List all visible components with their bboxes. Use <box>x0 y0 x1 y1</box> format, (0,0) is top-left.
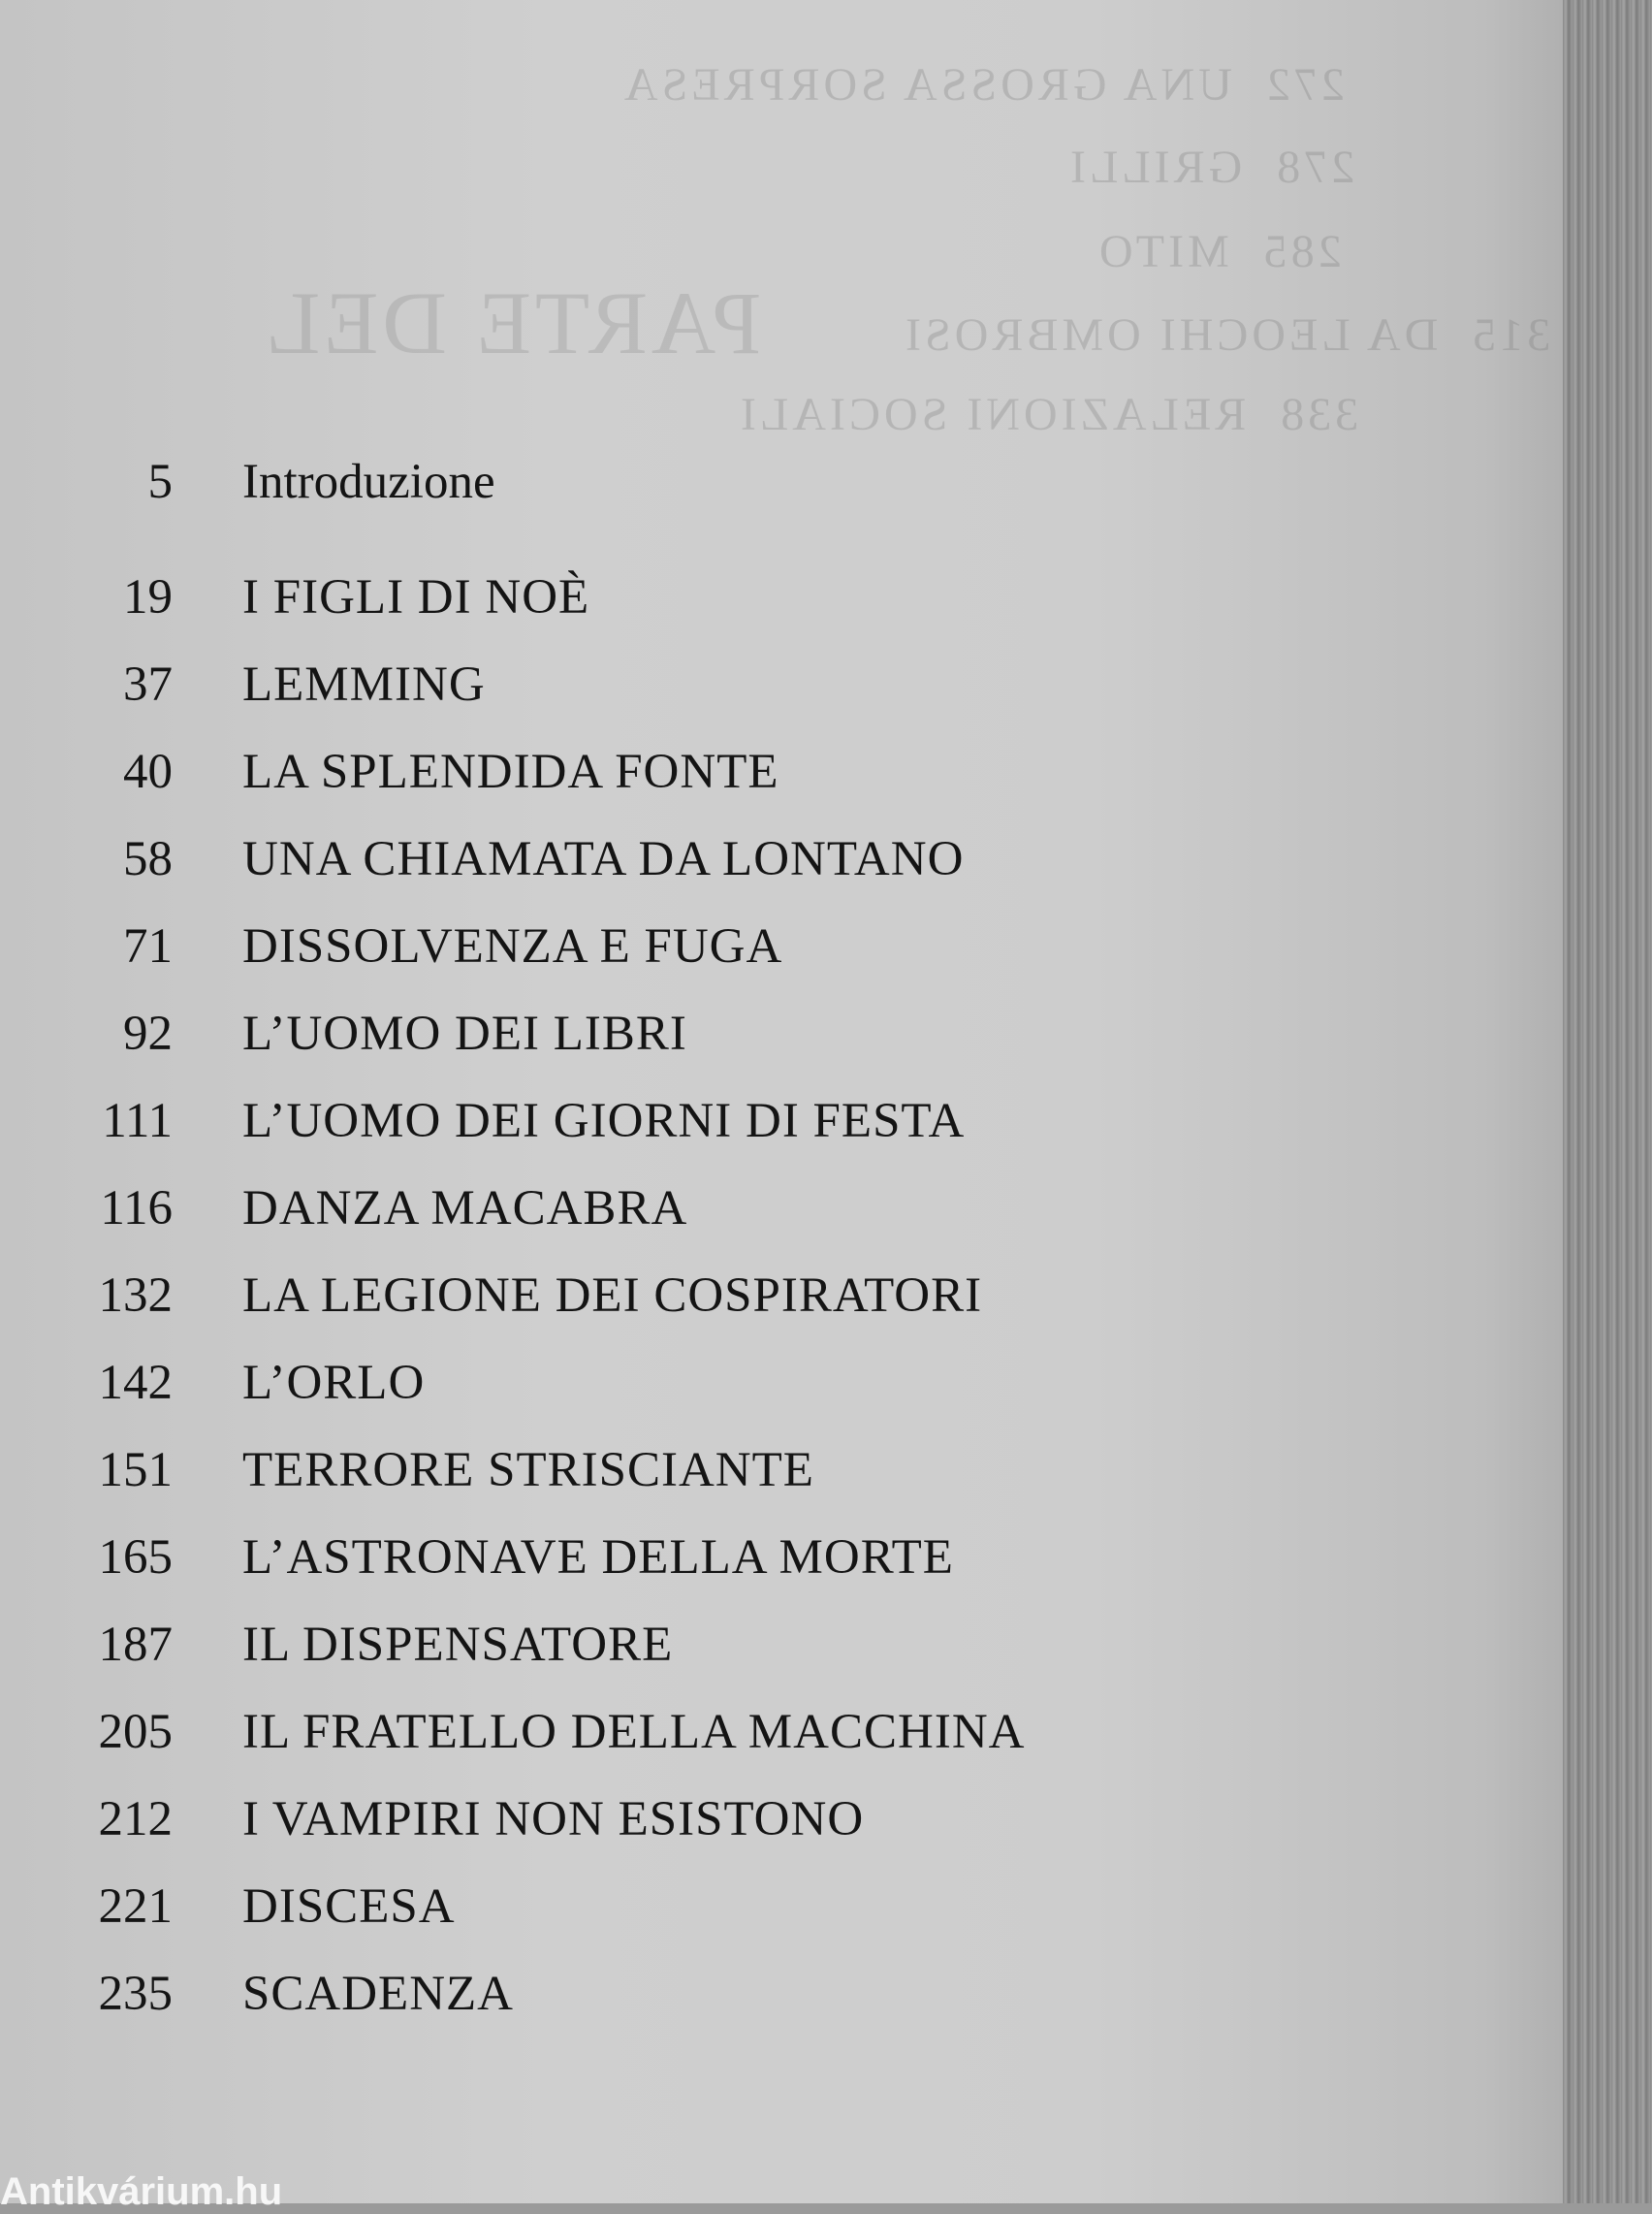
toc-title: DISSOLVENZA E FUGA <box>242 919 783 974</box>
toc-entry <box>0 1878 1357 1946</box>
toc-entry <box>0 918 1357 986</box>
bleed-through-line: 272 UNA GROSSA SORPRESA <box>620 59 1345 111</box>
toc-page-number: 37 <box>123 658 173 712</box>
toc-title: LEMMING <box>242 658 486 712</box>
toc-title: LA SPLENDIDA FONTE <box>242 745 779 799</box>
toc-entry <box>0 657 1357 724</box>
toc-page-number: 71 <box>123 919 173 974</box>
toc-title: L’ORLO <box>242 1356 426 1410</box>
toc-entry <box>0 1006 1357 1074</box>
bleed-through-line: 278 GRILLI <box>1066 142 1355 193</box>
toc-title: TERRORE STRISCIANTE <box>242 1443 814 1497</box>
toc-title: L’UOMO DEI GIORNI DI FESTA <box>242 1094 966 1148</box>
watermark: Antikvárium.hu <box>0 2170 283 2213</box>
toc-title: Introduzione <box>242 455 495 509</box>
toc-entry <box>0 1180 1357 1248</box>
toc-title: DANZA MACABRA <box>242 1181 688 1235</box>
toc-page-number: 5 <box>147 455 173 509</box>
toc-page-number: 235 <box>98 1967 173 2021</box>
toc-entry <box>0 569 1357 637</box>
toc-title: L’UOMO DEI LIBRI <box>242 1007 687 1061</box>
toc-entry <box>0 1966 1357 2034</box>
toc-page-number: 165 <box>98 1530 173 1585</box>
toc-entry <box>0 454 1357 522</box>
toc-page-number: 116 <box>100 1181 173 1235</box>
toc-title: IL FRATELLO DELLA MACCHINA <box>242 1705 1026 1759</box>
bleed-through-line: 338 RELAZIONI SOCIALI <box>737 389 1359 440</box>
toc-page-number: 142 <box>98 1356 173 1410</box>
toc-title: SCADENZA <box>242 1967 515 2021</box>
toc-page-number: 151 <box>98 1443 173 1497</box>
toc-entry <box>0 1442 1357 1510</box>
toc-page-number: 212 <box>98 1792 173 1846</box>
toc-page-number: 92 <box>123 1007 173 1061</box>
bleed-through-heading: PARTE DEL <box>262 273 762 372</box>
toc-entry <box>0 1267 1357 1335</box>
bleed-through-line: 285 MITO <box>1096 226 1342 277</box>
toc-title: UNA CHIAMATA DA LONTANO <box>242 832 965 886</box>
toc-entry <box>0 744 1357 812</box>
toc-entry <box>0 1704 1357 1772</box>
toc-page-number: 187 <box>98 1618 173 1672</box>
toc-title: DISCESA <box>242 1879 456 1934</box>
toc-page-number: 205 <box>98 1705 173 1759</box>
toc-title: I VAMPIRI NON ESISTONO <box>242 1792 865 1846</box>
toc-entry <box>0 1791 1357 1859</box>
toc-title: L’ASTRONAVE DELLA MORTE <box>242 1530 954 1585</box>
toc-entry <box>0 1093 1357 1161</box>
toc-page-number: 40 <box>123 745 173 799</box>
toc-page-number: 19 <box>123 570 173 625</box>
toc-entry <box>0 1355 1357 1423</box>
toc-entry <box>0 1529 1357 1597</box>
toc-page-number: 132 <box>98 1268 173 1323</box>
toc-page-number: 58 <box>123 832 173 886</box>
toc-page-number: 111 <box>102 1094 173 1148</box>
toc-title: I FIGLI DI NOÈ <box>242 570 590 625</box>
toc-entry <box>0 831 1357 899</box>
toc-title: IL DISPENSATORE <box>242 1618 674 1672</box>
bleed-through-line: 315 DA LEOCHI OMBROSI <box>902 309 1551 361</box>
page-stack-edge <box>1563 0 1652 2203</box>
toc-title: LA LEGIONE DEI COSPIRATORI <box>242 1268 983 1323</box>
toc-entry <box>0 1617 1357 1685</box>
toc-page-number: 221 <box>98 1879 173 1934</box>
